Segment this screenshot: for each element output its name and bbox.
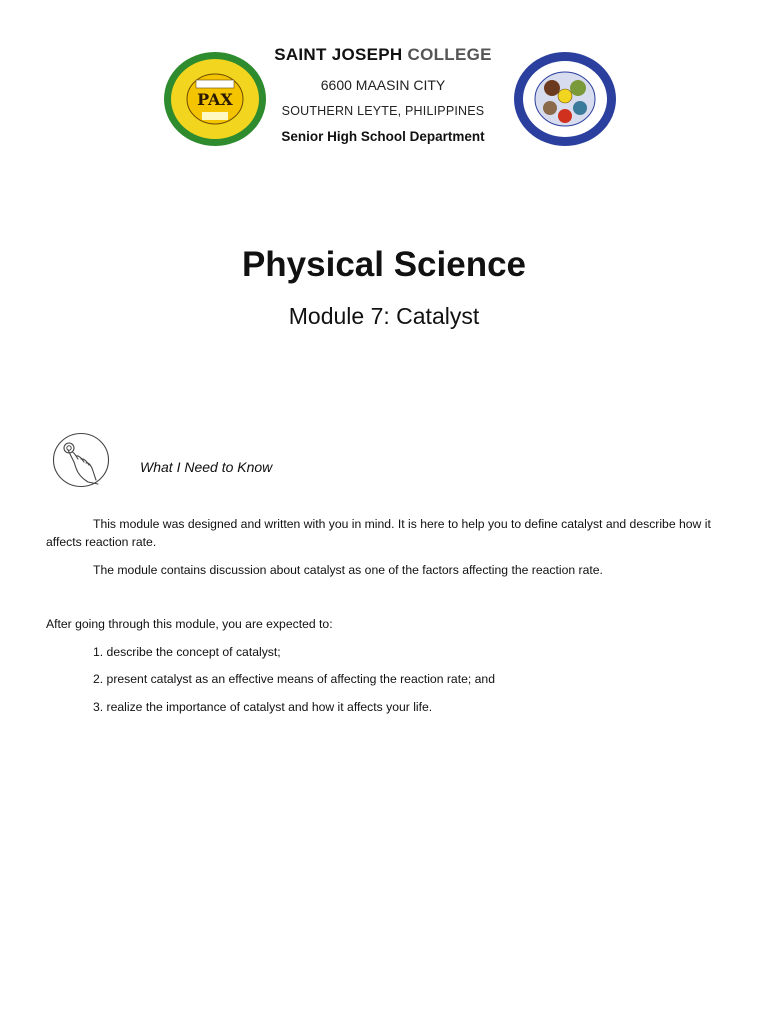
objective-item: 3. realize the importance of catalyst and how it affects your life.	[93, 700, 433, 714]
objective-item: 2. present catalyst as an effective means of affecting the reaction rate; and	[93, 672, 495, 686]
svg-text:★: ★	[248, 94, 257, 104]
school-name	[268, 44, 498, 66]
objective-item: 1. describe the concept of catalyst;	[93, 645, 281, 659]
paragraph-module-purpose: This module was designed and written with you in mind. It is here to help you to define catalyst and describe how it affects reaction rate.	[46, 517, 711, 549]
module-title: Module 7: Catalyst	[288, 303, 480, 329]
school-header	[268, 44, 498, 146]
school-name-light: COLLEGE	[407, 45, 492, 64]
section-heading-what-i-need-to-know: What I Need to Know	[140, 459, 273, 475]
saint-joseph-college-seal-logo	[162, 50, 268, 148]
hand-pointer-icon	[52, 432, 110, 488]
school-name-bold: SAINT JOSEPH	[274, 45, 403, 64]
objectives-intro: After going through this module, you are expected to:	[46, 617, 333, 631]
svg-text:PAX: PAX	[197, 90, 233, 109]
senior-high-school-seal-logo	[512, 50, 618, 148]
address-line-province: SOUTHERN LEYTE, PHILIPPINES	[281, 104, 485, 118]
svg-text:★: ★	[176, 94, 185, 104]
paragraph-module-contents: The module contains discussion about catalyst as one of the factors affecting the reaction rate.	[93, 563, 603, 577]
subject-title: Physical Science	[241, 245, 527, 284]
department-name: Senior High School Department	[281, 129, 485, 144]
address-line-city: 6600 MAASIN CITY	[320, 77, 446, 93]
